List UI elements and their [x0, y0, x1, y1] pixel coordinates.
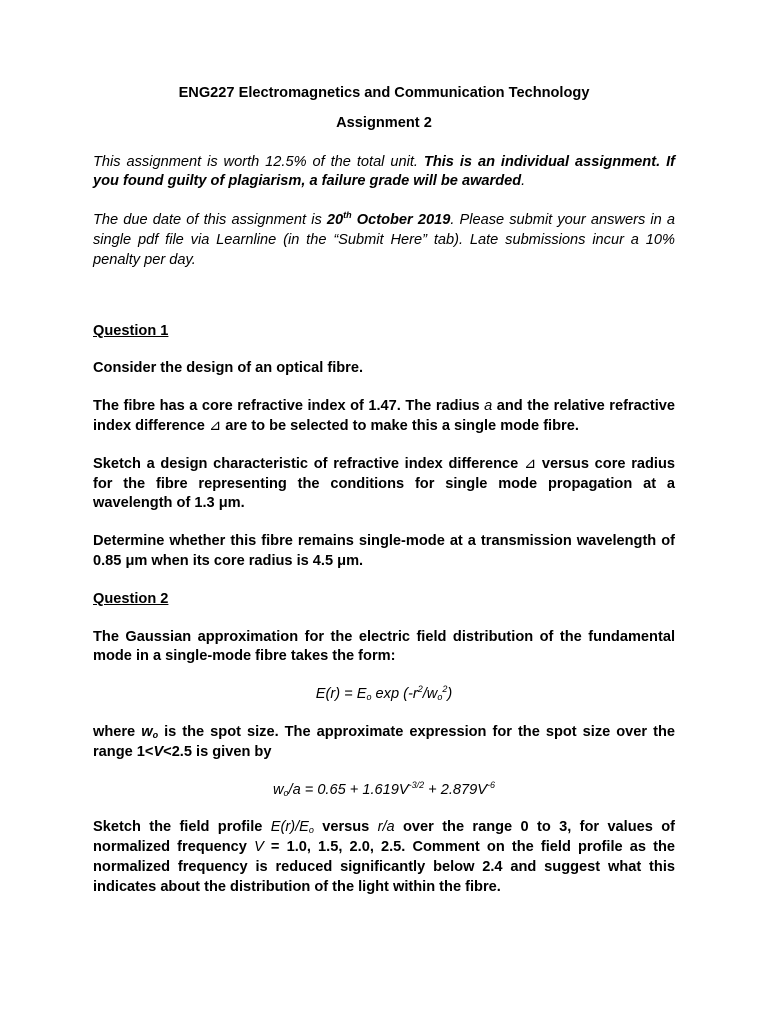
q2-spot-size-paragraph: where $w_o$ is the spot size. The approximate expression for the spot size over the range 1<V<2.5 is given by: [93, 723, 676, 760]
document-title: ENG227 Electromagnetics and Communication Technology: [178, 85, 590, 101]
due-date: 20th October 2019: [326, 210, 451, 229]
spot-size-equation: $w_o/a = 0.65 + 1.619V^{-3/2} + 2.879V^{-6}$: [272, 779, 496, 798]
assignment-subtitle: Assignment 2: [336, 114, 432, 131]
intro-weight-paragraph: This assignment is worth 12.5% of the total unit. This is an individual assignment. If you found guilty of plagiarism, a failure grade will be awarded.: [93, 153, 676, 190]
q1-intro: Consider the design of an optical fibre.: [93, 360, 364, 377]
q2-sketch-paragraph: Sketch the field profile $E(r)/E_o$ versus r/a over the range 0 to 3, for values of normalized frequency V = 1.0, 1.5, 2.0, 2.5. Comment on the field profile as the normalized frequency is reduced significantly below 2.4 and suggest what this indicates about the distribution of the light within the fibre.: [93, 819, 675, 895]
weight-text: This assignment is worth 12.5% of the total unit.: [93, 153, 418, 170]
plagiarism-notice: If you found guilty of plagiarism, a failure grade will be awarded: [93, 153, 676, 190]
q1-paragraph-sketch: Sketch a design characteristic of refractive index difference ⊿ versus core radius for the fibre representing the conditions for single mode propagation at a wavelength of 1.3 μm.: [93, 455, 675, 512]
due-date-paragraph: The due date of this assignment is 20th October 2019. Please submit your answers in a single pdf file via Learnline (in the “Submit Here” tab). Late submissions incur a 10% penalty per day.: [93, 210, 675, 268]
question-2-heading: Question 2: [93, 590, 169, 607]
q1-paragraph-determine: Determine whether this fibre remains single-mode at a transmission wavelength of 0.85 μm when its core radius is 4.5 μm.: [93, 533, 675, 569]
gaussian-equation: $E(r) = E_o$ $\exp (-r^2/w_o^2)$: [315, 684, 453, 703]
q2-intro: The Gaussian approximation for the electric field distribution of the fundamental mode in a single-mode fibre takes the form:: [93, 628, 675, 665]
question-1-heading: Question 1: [93, 322, 169, 339]
delta-symbol: ⊿: [523, 455, 537, 472]
q1-paragraph-radius: The fibre has a core refractive index of 1.47. The radius a and the relative refractive index difference ⊿ are to be selected to make this a single mode fibre.: [93, 398, 675, 434]
individual-notice: This is an individual assignment.: [423, 153, 661, 170]
delta-symbol: ⊿: [208, 417, 222, 434]
